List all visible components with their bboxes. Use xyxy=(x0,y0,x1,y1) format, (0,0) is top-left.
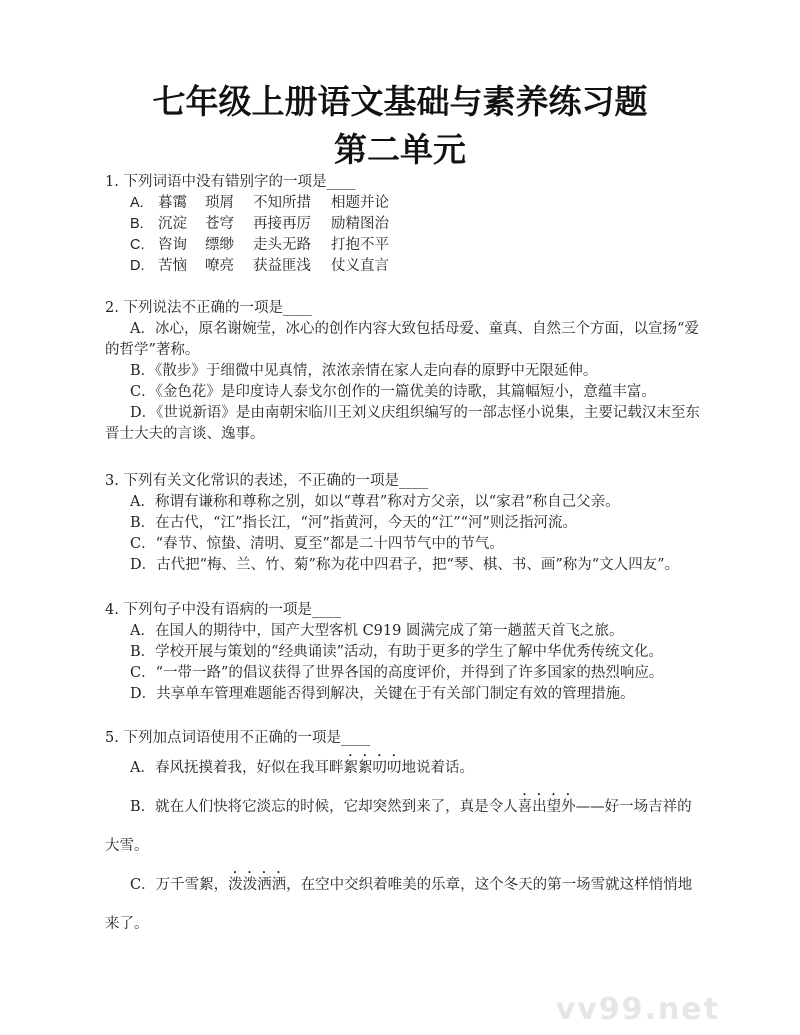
emphasized-word: 喜出望外 xyxy=(517,799,576,815)
text-cont: 四友”。 xyxy=(628,557,680,573)
text-cont: 祥的大雪。 xyxy=(105,799,692,854)
question-5-option-c xyxy=(105,866,700,944)
question-1-option-word: 励精图治 xyxy=(331,216,389,232)
text: D．《世说新语》是由南朝宋临川王刘义庆组织编写的一部志怪小说集，主要记载汉 xyxy=(130,405,657,421)
text: A．春风抚摸着我，好似在我耳畔 xyxy=(130,760,344,776)
question-1-option-label: A. xyxy=(130,195,144,211)
question-1-option xyxy=(105,193,700,214)
text: C．万千雪絮， xyxy=(130,877,229,893)
question-1-option xyxy=(105,256,700,277)
text-cont: 扬“爱的哲学”著称。 xyxy=(105,321,699,358)
question-3-option-a: A．称谓有谦称和尊称之别，如以“尊君”称对方父亲，以“家君”称自己父亲。 xyxy=(130,494,620,510)
question-4-option-a: A．在国人的期待中，国产大型客机 C919 圆满完成了第一趟蓝天首飞之旅。 xyxy=(130,623,624,639)
page-subtitle: 第二单元 xyxy=(334,130,466,169)
text-cont: 末至东晋士大夫的言谈、逸事。 xyxy=(105,405,700,442)
question-1-option-word: 再接再厉 xyxy=(253,216,311,232)
question-3-option-b: B．在古代，“江”指长江，“河”指黄河，今天的“江”“河”则泛指河流。 xyxy=(130,515,577,531)
question-5-option-a xyxy=(105,749,700,788)
text: B．就在人们快将它淡忘的时候，它却突然到来了，真是令人 xyxy=(130,799,518,815)
question-1-option-word: 沉淀 xyxy=(158,216,187,232)
question-1-option-word: 嘹亮 xyxy=(205,258,234,274)
question-1-option xyxy=(105,235,700,256)
question-1-option-word: 咨询 xyxy=(158,237,187,253)
text: D．古代把“梅、兰、竹、菊”称为花中四君子，把“琴、棋、书、画”称为“文人 xyxy=(130,557,629,573)
question-3-option-d xyxy=(105,555,700,576)
question-1-option-label: B. xyxy=(130,216,144,232)
question-1-option-word: 缥缈 xyxy=(205,237,234,253)
question-3-option-c: C．“春节、惊蛰、清明、夏至”都是二十四节气中的节气。 xyxy=(130,536,504,552)
question-1-option xyxy=(105,214,700,235)
question-2-option-a xyxy=(105,319,700,361)
question-1-option-word: 暮霭 xyxy=(158,195,187,211)
text: A．冰心，原名谢婉莹，冰心的创作内容大致包括母爱、童真、自然三个方面，以宣 xyxy=(130,321,663,337)
question-1-option-label: D. xyxy=(130,258,145,274)
question-3-stem: 3. 下列有关文化常识的表述，不正确的一项是____ xyxy=(105,473,428,489)
watermark: vv99.net xyxy=(555,992,720,1027)
question-1-option-word: 琐屑 xyxy=(205,195,234,211)
question-1-option-word: 不知所措 xyxy=(253,195,311,211)
question-5 xyxy=(105,728,700,944)
question-list xyxy=(105,172,700,944)
question-1-option-word: 仗义直言 xyxy=(331,258,389,274)
emphasized-word: 絮絮叨叨 xyxy=(343,760,402,776)
question-4-option-d: D．共享单车管理难题能否得到解决，关键在于有关部门制定有效的管理措施。 xyxy=(130,686,635,702)
question-1-option-word: 苦恼 xyxy=(158,258,187,274)
question-1-option-label: C. xyxy=(130,237,145,253)
question-4 xyxy=(105,600,700,705)
text-cont: 悄地来了。 xyxy=(105,877,693,932)
question-1-option-word: 走头无路 xyxy=(253,237,311,253)
text: ，在空中交织着唯美的乐章，这个冬天的第一场雪就这样悄 xyxy=(286,877,664,893)
question-2-option-d xyxy=(105,403,700,445)
question-1-option-word: 相题并论 xyxy=(331,195,389,211)
question-5-stem: 5. 下列加点词语使用不正确的一项是____ xyxy=(105,730,370,746)
question-5-option-b xyxy=(105,788,700,866)
question-3 xyxy=(105,471,700,576)
question-4-stem: 4. 下列句子中没有语病的一项是____ xyxy=(105,602,341,618)
question-2-option-c: C．《金色花》是印度诗人泰戈尔创作的一篇优美的诗歌，其篇幅短小，意蕴丰富。 xyxy=(130,384,656,400)
emphasized-word: 泼泼洒洒 xyxy=(228,877,287,893)
question-1-option-word: 苍穹 xyxy=(205,216,234,232)
question-2 xyxy=(105,298,700,445)
question-1-options xyxy=(105,193,700,277)
question-2-option-b: B．《散步》于细微中见真情，浓浓亲情在家人走向春的原野中无限延伸。 xyxy=(130,363,598,379)
question-1-option-word: 打抱不平 xyxy=(331,237,389,253)
question-1-option-word: 获益匪浅 xyxy=(253,258,311,274)
page-title: 七年级上册语文基础与素养练习题 xyxy=(152,82,648,121)
question-1 xyxy=(105,172,700,277)
question-2-stem: 2. 下列说法不正确的一项是____ xyxy=(105,300,312,316)
question-1-stem: 1. 下列词语中没有错别字的一项是____ xyxy=(105,174,356,190)
text: ——好一场吉 xyxy=(575,799,663,815)
question-4-option-c: C．“一带一路”的倡议获得了世界各国的高度评价，并得到了许多国家的热烈响应。 xyxy=(130,665,664,681)
question-4-option-b: B．学校开展与策划的“经典诵读”活动，有助于更多的学生了解中华优秀传统文化。 xyxy=(130,644,663,660)
text: 地说着话。 xyxy=(401,760,474,776)
